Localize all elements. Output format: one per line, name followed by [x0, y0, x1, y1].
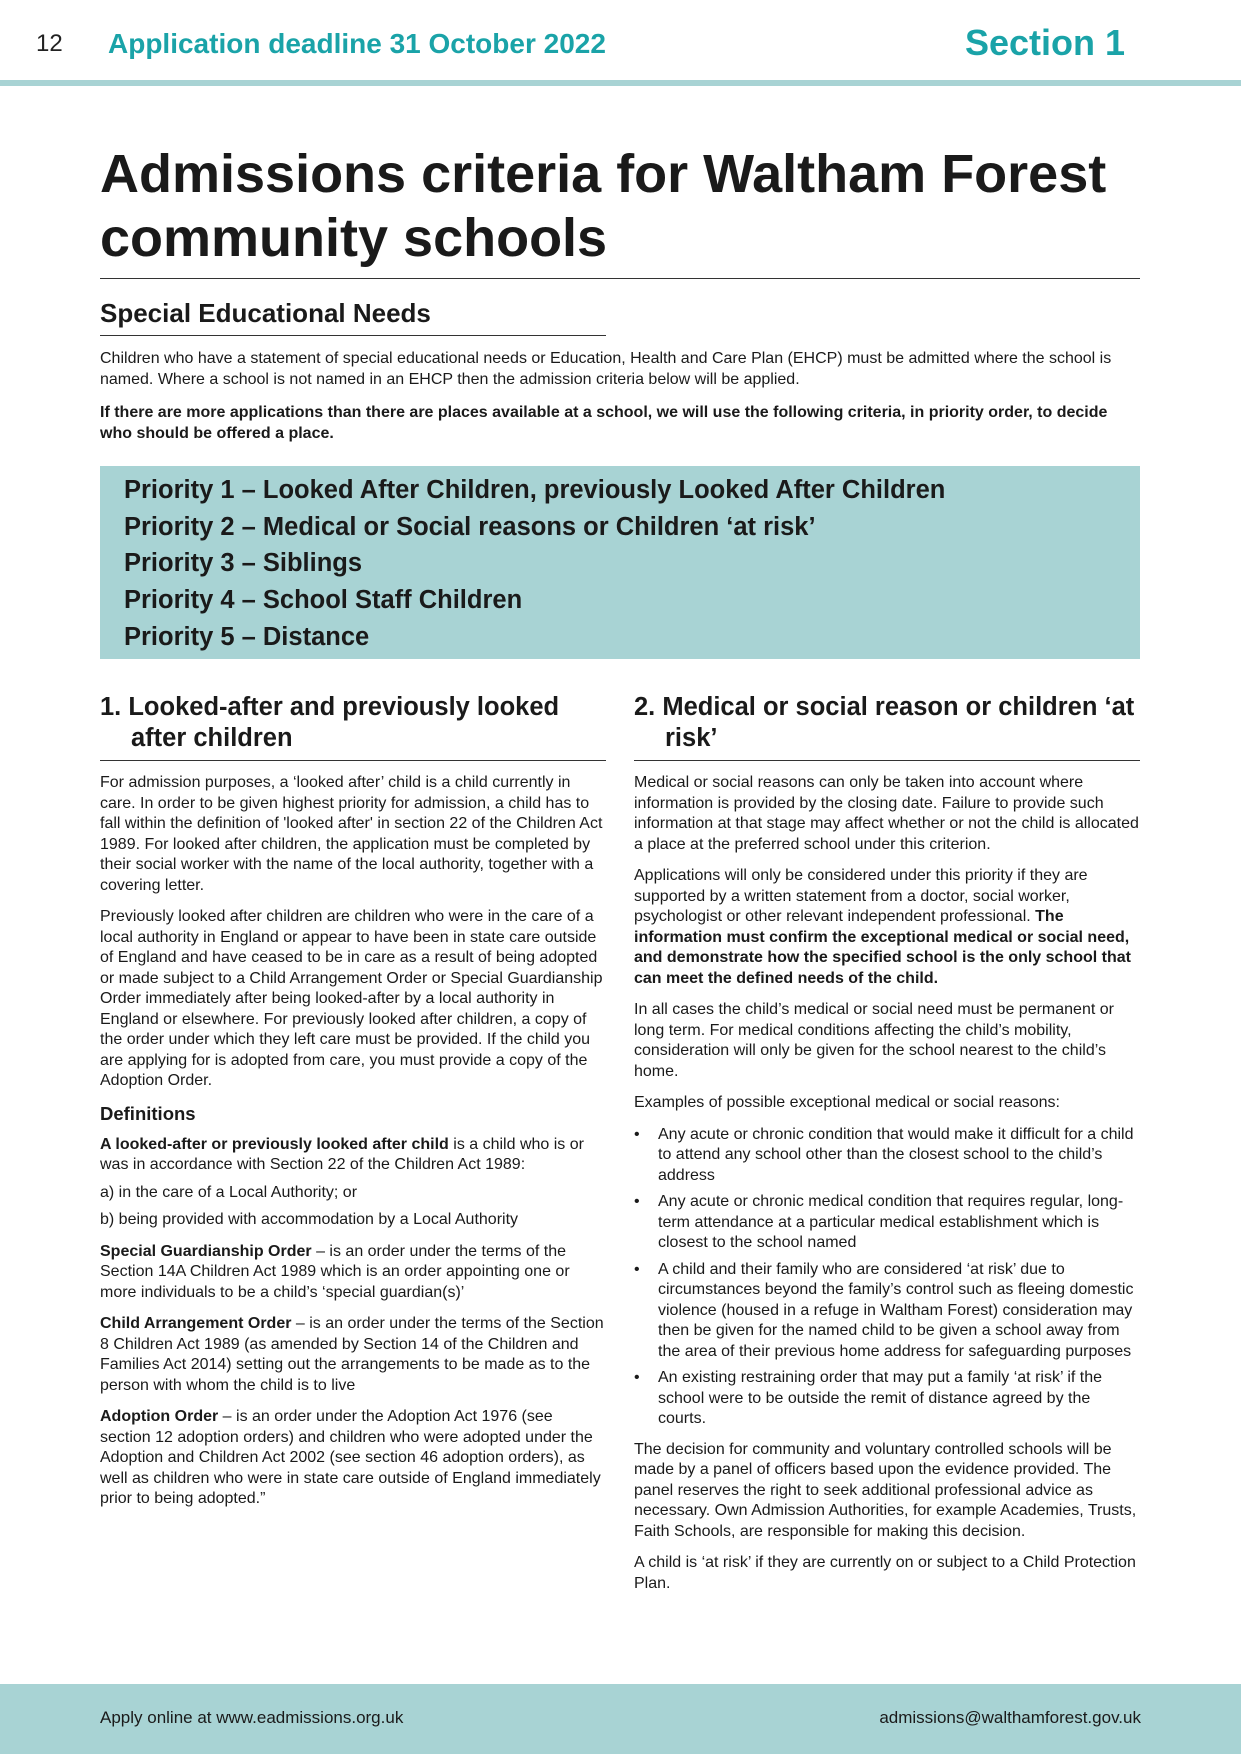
definition-term: Child Arrangement Order [100, 1315, 292, 1332]
looked-after-paragraph: For admission purposes, a ‘looked after’ child is a child currently in care. In order to be given highest priority for admission, a child has to fall within the definition of 'looked after' in section 22 of the Children Act 1989. For looked after children, the application must be completed by their social worker with the name of the local authority, together with a covering letter. [100, 774, 603, 894]
section-label: Section 1 [964, 22, 1125, 63]
definition-item-b: b) being provided with accommodation by a Local Authority [100, 1211, 519, 1228]
header-divider [0, 80, 1241, 86]
priority-item: Priority 3 – Siblings [124, 549, 363, 577]
definition-adoption-order [100, 1407, 606, 1510]
examples-list [634, 1125, 1140, 1430]
at-risk-definition: A child is ‘at risk’ if they are currently on or subject to a Child Protection Plan. [634, 1554, 1136, 1592]
definition-looked-after [100, 1135, 606, 1176]
bullet-icon: • [634, 1193, 640, 1210]
definition-item-a: a) in the care of a Local Authority; or [100, 1183, 358, 1201]
paragraph-emphasis: The information must confirm the exceptional medical or social need, and demonstrate how the specified school is the only school that can meet the defined needs of the child. [634, 908, 1131, 987]
definition-special-guardianship [100, 1242, 606, 1304]
list-item [634, 1125, 1140, 1187]
sen-paragraph: Children who have a statement of special educational needs or Education, Health and Care Plan (EHCP) must be admitted where the school is named. Where a school is not named in an EHCP then the admission criteria below will be applied. [100, 350, 1112, 388]
email-link[interactable]: admissions@walthamforest.gov.uk [879, 1708, 1141, 1727]
list-item-text: A child and their family who are considered ‘at risk’ due to circumstances beyond the family’s control such as fleeing domestic violence (housed in a refuge in Waltham Forest) consideration may then be given for the named child to be given a school away from the area of their previous home address for safeguarding purposes [658, 1260, 1134, 1360]
paragraph-text: Applications will only be considered under this priority if they are supported by a written statement from a doctor, social worker, psychologist or other relevant independent professional. [634, 867, 1088, 925]
apply-online-link[interactable]: Apply online at www.eadmissions.org.uk [100, 1708, 404, 1727]
definition-child-arrangement [100, 1314, 606, 1396]
definition-term: A looked-after or previously looked after child [100, 1135, 449, 1153]
list-item [634, 1368, 1140, 1430]
definition-term: Special Guardianship Order [100, 1242, 312, 1260]
sen-heading: Special Educational Needs [100, 298, 431, 328]
definition-text: is a child who is or was in accordance with Section 22 of the Children Act 1989: [100, 1135, 584, 1173]
definitions-heading: Definitions [100, 1102, 196, 1124]
sen-divider [100, 335, 606, 336]
list-item [634, 1192, 1140, 1254]
page-footer [0, 1684, 1241, 1754]
looked-after-section [100, 692, 606, 1521]
written-statement-paragraph [634, 866, 1140, 989]
criteria-intro: If there are more applications than there are places available at a school, we will use the following criteria, in priority order, to decide who should be offered a place. [100, 404, 1108, 442]
list-item-text: Any acute or chronic medical condition that requires regular, long-term attendance at a particular medical establishment which is closest to the school named [658, 1193, 1124, 1251]
definition-text: – is an order under the Adoption Act 1976 (see section 12 adoption orders) and children who were adopted under the Adoption and Children Act 2002 (see section 46 adoption orders), as well as children who were in state care outside of England immediately prior to being adopted.” [100, 1408, 601, 1507]
page-header [0, 0, 1241, 80]
medical-social-section [634, 692, 1140, 1605]
permanent-need-paragraph: In all cases the child’s medical or social need must be permanent or long term. For medical conditions affecting the child’s mobility, consideration will only be given for the school nearest to the child’s home. [634, 1001, 1114, 1080]
priority-item: Priority 1 – Looked After Children, previously Looked After Children [124, 476, 946, 504]
application-deadline: Application deadline 31 October 2022 [108, 28, 606, 59]
previously-looked-after-paragraph: Previously looked after children are children who were in the care of a local authority in England or appear to have been in state care outside of England and have ceased to be in care as a result of being adopted or made subject to a Child Arrangement Order or Special Guardianship Order immediately after being looked-after by a local authority in England or elsewhere. For previously looked after children, a copy of the order under which they left care must be provided. If the child you are applying for is adopted from care, you must provide a copy of the Adoption Order. [100, 908, 603, 1089]
list-item-text: Any acute or chronic condition that would make it difficult for a child to attend any school other than the closest school to the child’s address [658, 1125, 1134, 1184]
definition-term: Adoption Order [100, 1408, 219, 1425]
bullet-icon: • [634, 1369, 640, 1386]
priority-item: Priority 4 – School Staff Children [124, 586, 523, 614]
priority-item: Priority 5 – Distance [124, 623, 370, 651]
decision-paragraph: The decision for community and voluntary controlled schools will be made by a panel of officers based upon the evidence provided. The panel reserves the right to seek additional professional advice as necessary. Own Admission Authorities, for example Academies, Trusts, Faith Schools, are responsible for making this decision. [634, 1440, 1137, 1540]
section-divider [634, 760, 1140, 761]
medical-paragraph: Medical or social reasons can only be taken into account where information is provided by the closing date. Failure to provide such information at that stage may affect whether or not the child is allocated a place at the preferred school under this criterion. [634, 774, 1139, 853]
bullet-icon: • [634, 1125, 640, 1143]
definition-text: – is an order under the terms of the Section 14A Children Act 1989 which is an order appointing one or more individuals to be a child’s ‘special guardian(s)’ [100, 1242, 570, 1301]
looked-after-heading: 1. Looked-after and previously looked after children [100, 693, 560, 752]
page-number: 12 [36, 30, 63, 57]
priority-list-box [100, 466, 1140, 659]
examples-intro: Examples of possible exceptional medical or social reasons: [634, 1094, 1060, 1111]
list-item [634, 1260, 1140, 1363]
priority-item: Priority 2 – Medical or Social reasons or Children ‘at risk’ [124, 513, 816, 541]
bullet-icon: • [634, 1260, 640, 1278]
title-divider [100, 278, 1140, 279]
section-divider [100, 760, 606, 761]
medical-social-heading: 2. Medical or social reason or children ‘at risk’ [634, 693, 1135, 752]
definition-text: – is an order under the terms of the Section 8 Children Act 1989 (as amended by Section 14 of the Children and Families Act 2014) setting out the arrangements to be made as to the person with whom the child is to live [100, 1315, 604, 1394]
list-item-text: An existing restraining order that may put a family ‘at risk’ if the school were to be outside the remit of distance agreed by the courts. [658, 1369, 1103, 1427]
page-title: Admissions criteria for Waltham Forest community schools [100, 144, 1107, 268]
